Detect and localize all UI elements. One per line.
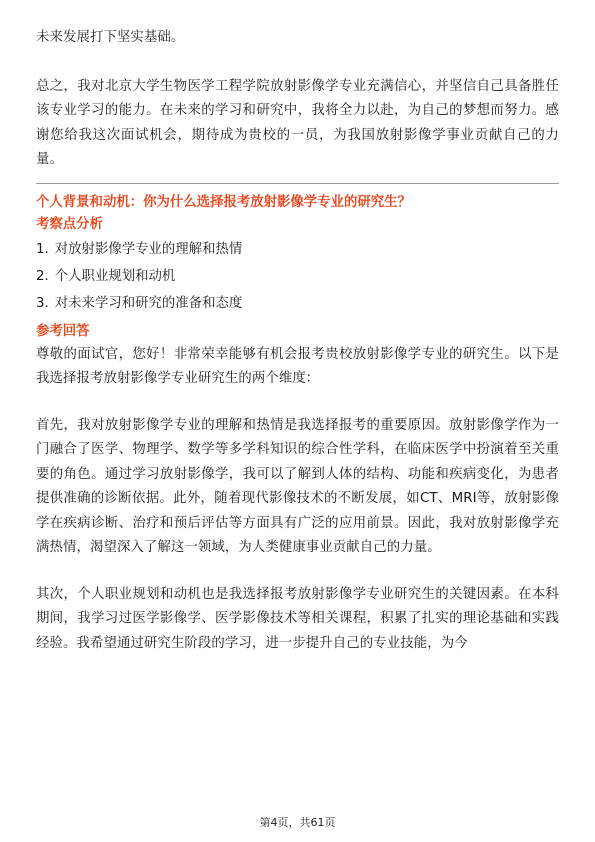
answer-paragraph-1: 首先，我对放射影像学专业的理解和热情是我选择报考的重要原因。放射影像学作为一门融合了医学、物理学、数学等多学科知识的综合性学科，在临床医学中扮演着至关重要的角色。通过学习放射影像学，我可以了解到人体的结构、功能和疾病变化，为患者提供准确的诊断依据。此外，随着现代影像技术的不断发展，如CT、MRI等，放射影像学在疾病诊断、治疗和预后评估等方面具有广泛的应用前景。因此，我对放射影像学充满热情，渴望深入了解这一领域，为人类健康事业贡献自己的力量。 (36, 417, 559, 555)
list-item: 3. 对未来学习和研究的准备和态度 (36, 295, 243, 311)
list-item: 1. 对放射影像学专业的理解和热情 (36, 241, 243, 257)
page-content (36, 26, 559, 656)
answer-opening: 尊敬的面试官，您好！非常荣幸能够有机会报考贵校放射影像学专业的研究生。以下是我选择报考放射影像学专业研究生的两个维度： (36, 346, 559, 386)
answer-paragraph-2: 其次，个人职业规划和动机也是我选择报考放射影像学专业研究生的关键因素。在本科期间，我学习过医学影像学、医学影像技术等相关课程，积累了扎实的理论基础和实践经验。我希望通过研究生阶段的学习，进一步提升自己的专业技能，为今 (36, 586, 559, 651)
answer-heading: 参考回答 (36, 323, 90, 339)
analysis-heading: 考察点分析 (36, 216, 103, 232)
conclusion-paragraph: 总之，我对北京大学生物医学工程学院放射影像学专业充满信心，并坚信自己具备胜任该专业学习的能力。在未来的学习和研究中，我将全力以赴，为自己的梦想而努力。感谢您给我这次面试机会，期待成为贵校的一员，为我国放射影像学事业贡献自己的力量。 (36, 78, 559, 167)
section-divider (36, 183, 559, 184)
analysis-list (36, 236, 559, 317)
list-item: 2. 个人职业规划和动机 (36, 268, 176, 284)
interview-question: 个人背景和动机：你为什么选择报考放射影像学专业的研究生？ (36, 194, 411, 210)
page-number: 第4页，共61页 (259, 816, 336, 829)
previous-answer-tail: 未来发展打下坚实基础。 (36, 30, 185, 45)
